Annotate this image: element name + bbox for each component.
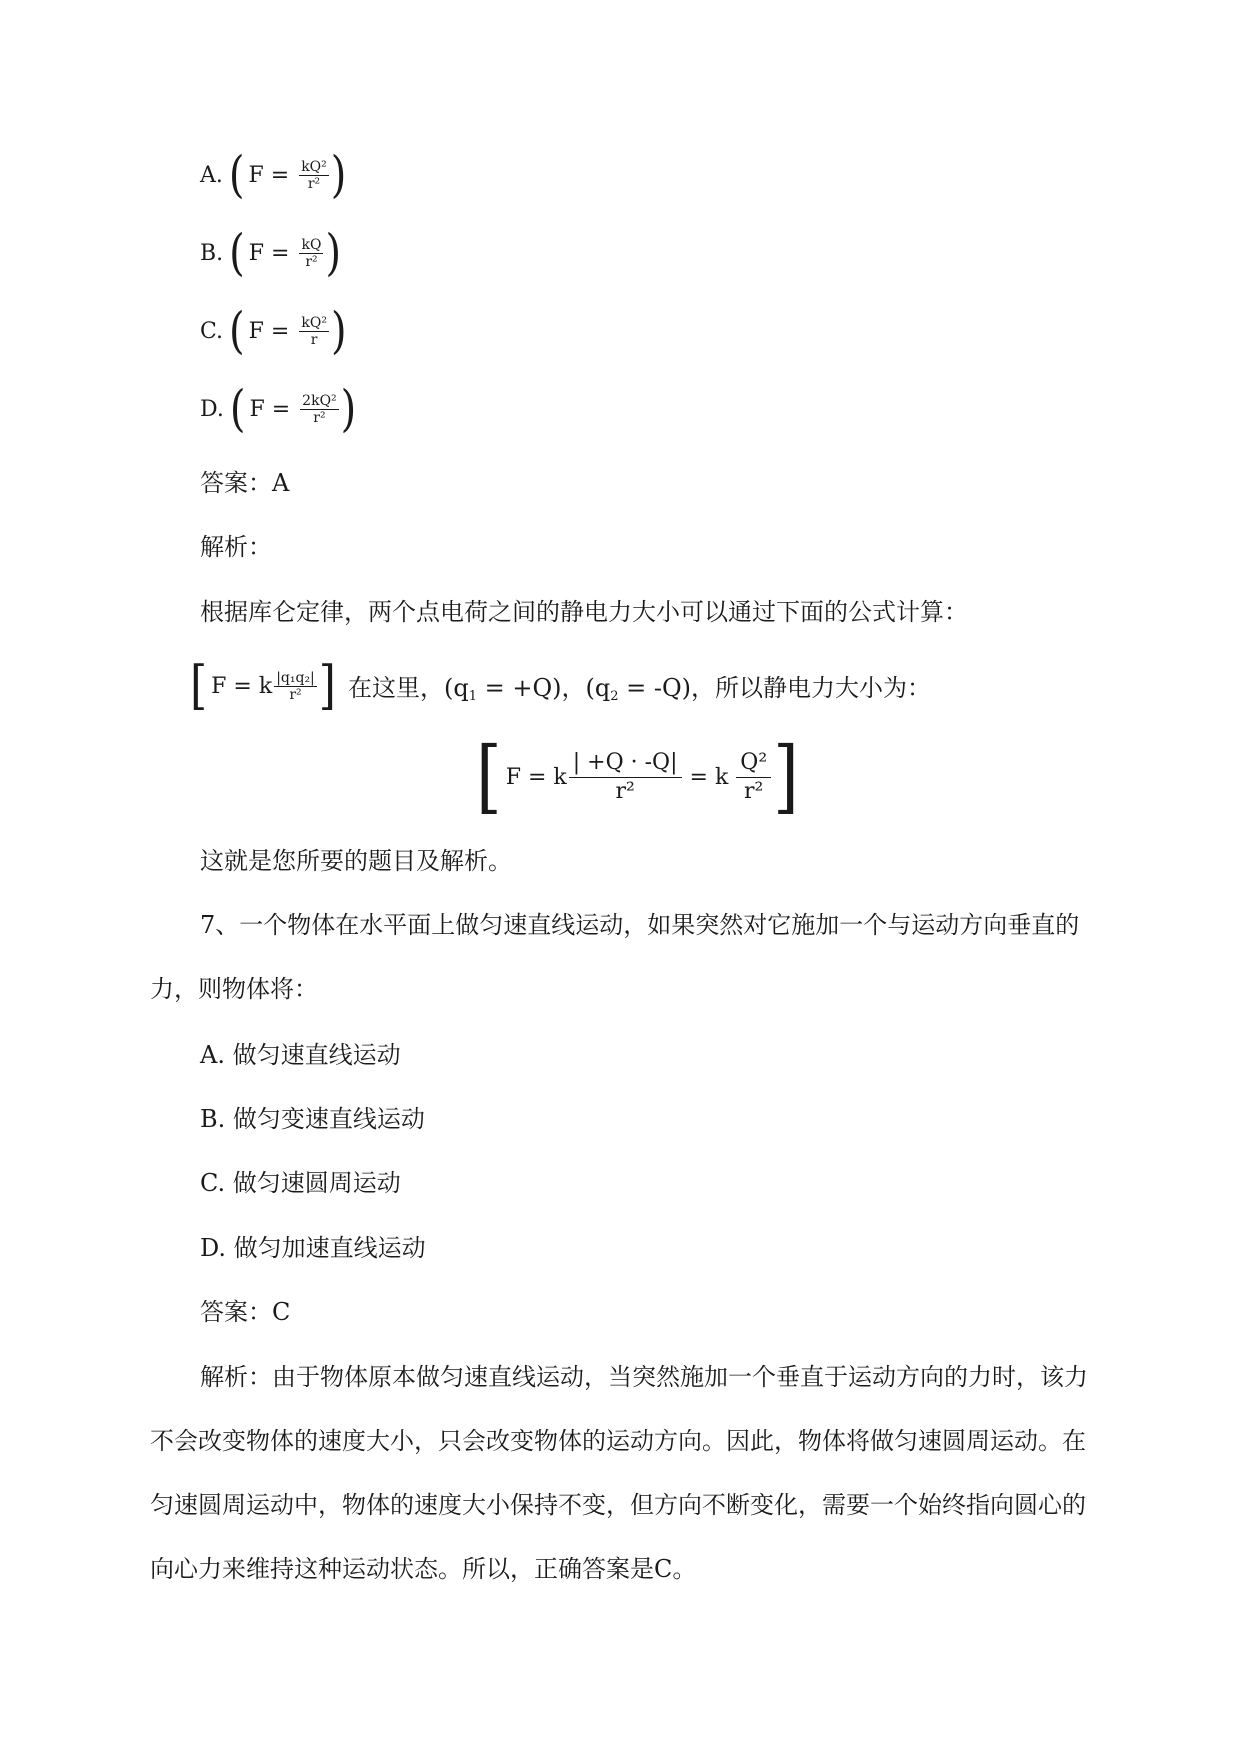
q7-answer: 答案：C (200, 1298, 291, 1326)
option-letter: D. (200, 396, 224, 422)
q7-option-a: A. 做匀速直线运动 (200, 1041, 401, 1069)
fraction: $\frac{\text{kQ²}}{\text{r²}}$ (301, 158, 327, 192)
fraction: $\frac{\text{Q²}}{\text{r²}}$ (736, 749, 771, 806)
coulomb-result-formula: [ F = k $\frac{| +Q \cdot -Q|}{\text{r²}}$ = k $\frac{\text{Q²}}{\text{r²}}$ ] (476, 730, 799, 823)
option-letter: C. (200, 318, 224, 344)
coulomb-intro: 根据库仑定律，两个点电荷之间的静电力大小可以通过下面的公式计算： (200, 598, 968, 626)
analysis-label: 解析： (200, 533, 272, 561)
q7-option-d: D. 做匀加速直线运动 (200, 1234, 426, 1262)
answer-line: 答案：A (200, 469, 290, 497)
q7-option-c: C. 做匀速圆周运动 (200, 1169, 401, 1197)
fraction: $\frac{\text{|q₁q₂|}}{\text{r²}}$ (276, 669, 315, 703)
option-letter: A. (200, 162, 223, 188)
fraction: $\frac{| +Q \cdot -Q|}{\text{r²}}$ (569, 749, 682, 806)
fraction: $\frac{kQ}{\text{r²}}$ (301, 236, 322, 270)
option-d-formula: D. ( F = $\frac{\text{2kQ²}}{\text{r²}}$ ) (200, 380, 357, 438)
option-a-formula: A. ( F = $\frac{\text{kQ²}}{\text{r²}}$ ) (200, 146, 347, 204)
coulomb-formula-line: [ F = k $\frac{\text{|q₁q₂|}}{\text{r²}}$ ] 在这里，$(q_1 = +Q)$，$(q_2 = -Q)$，所以静电力大小为： (190, 654, 932, 716)
q7-analysis: 解析：由于物体原本做匀速直线运动，当突然施加一个垂直于运动方向的力时，该力不会改变物体的速度大小，只会改变物体的运动方向。因此，物体将做匀速圆周运动。在匀速圆周运动中，物体的速度大小保持不变，但方向不断变化，需要一个始终指向圆心的向心力来维持这种运动状态。所以，正确答案是C。 (150, 1363, 1088, 1583)
q7-option-b: B. 做匀变速直线运动 (200, 1105, 425, 1133)
option-c-formula: C. ( F = $\frac{\text{kQ²}}{r}$ ) (200, 302, 347, 360)
closing-line: 这就是您所要的题目及解析。 (200, 847, 512, 875)
question-7: 7、一个物体在水平面上做匀速直线运动，如果突然对它施加一个与运动方向垂直的力，则物体将： (150, 911, 1080, 1003)
option-letter: B. (200, 240, 224, 266)
fraction: $\frac{\text{2kQ²}}{\text{r²}}$ (302, 392, 337, 426)
fraction: $\frac{\text{kQ²}}{r}$ (301, 314, 327, 348)
option-b-formula: B. ( F = $\frac{kQ}{\text{r²}}$ ) (200, 224, 342, 282)
